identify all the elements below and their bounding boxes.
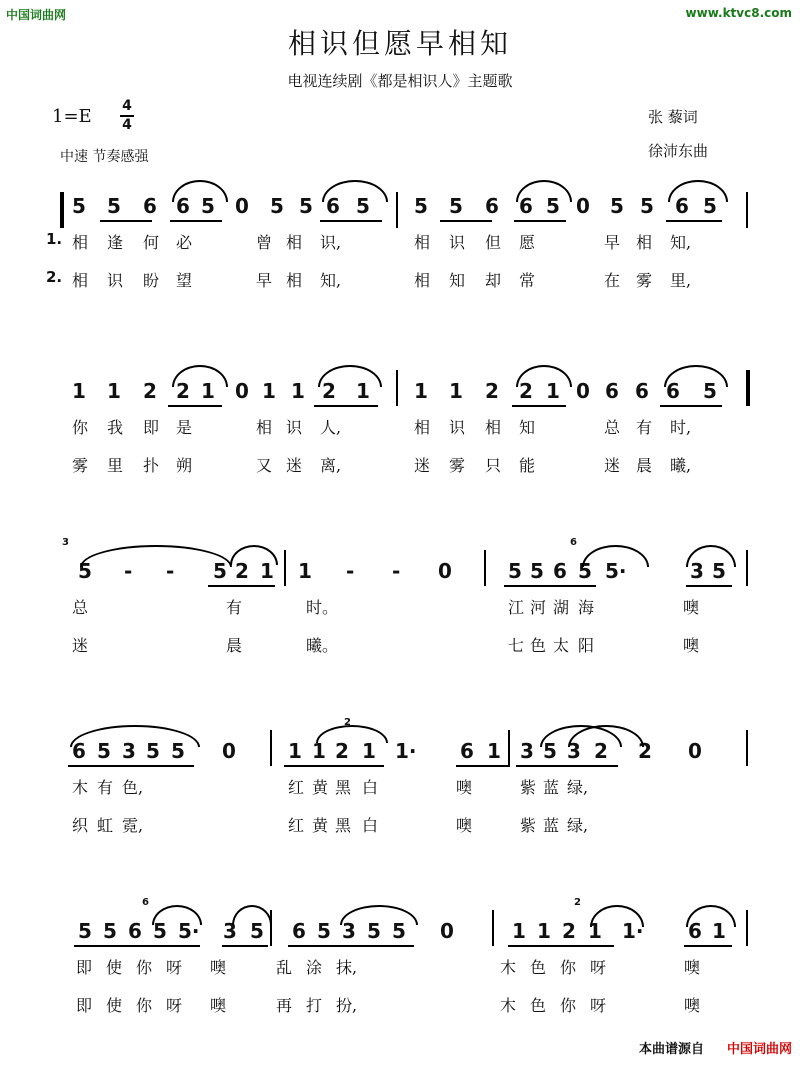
footer-source-label: 本曲谱源自 [638, 1042, 704, 1057]
note: 2 [143, 379, 157, 403]
note: 6 [128, 919, 142, 943]
beam-underline [516, 765, 618, 767]
note: 5 [153, 919, 167, 943]
lyric-verse2: 迷 [286, 456, 303, 475]
note: 1 [288, 739, 302, 763]
lyricist-credit: 张 藜词 [648, 108, 698, 126]
lyric-verse2: 雾 [72, 456, 89, 475]
footer-source-site: 中国词曲网 [726, 1042, 792, 1057]
lyric-verse2: 2. [46, 268, 63, 286]
note: 5 [543, 739, 557, 763]
note: 5· [178, 919, 200, 943]
lyric-verse2: 能 [519, 456, 536, 475]
lyric-verse2: 迷 [414, 456, 431, 475]
lyric-verse2: 呀 [590, 996, 607, 1015]
lyric-verse1: 知, [670, 233, 692, 252]
lyric-verse2: 相 [72, 271, 89, 290]
barline [492, 910, 494, 946]
barline [746, 550, 748, 586]
note: 1 [312, 739, 326, 763]
note: 0 [576, 379, 590, 403]
lyric-verse1: 相 [636, 233, 653, 252]
lyric-verse1: 绿, [567, 778, 589, 797]
lyric-verse1: 我 [107, 418, 124, 437]
lyric-verse1: 相 [256, 418, 273, 437]
lyric-verse2: 红 [288, 816, 305, 835]
note: 5 [107, 194, 121, 218]
beam-underline [100, 220, 152, 222]
time-signature [120, 98, 134, 134]
lyric-verse1: 有 [97, 778, 114, 797]
lyric-verse1: 你 [72, 418, 89, 437]
lyric-verse2: 朔 [176, 456, 193, 475]
lyric-verse2: 色 [530, 996, 547, 1015]
lyric-verse1: 呀 [166, 958, 183, 977]
lyric-verse2: 曦。 [306, 636, 339, 655]
lyric-verse2: 相 [286, 271, 303, 290]
lyric-verse2: 雾 [449, 456, 466, 475]
slur-tie [582, 545, 649, 567]
lyric-verse1: 色 [530, 958, 547, 977]
lyric-verse1: 识 [286, 418, 303, 437]
lyric-verse1: 有 [226, 598, 243, 617]
slur-tie [686, 905, 736, 927]
lyric-verse2: 知 [449, 271, 466, 290]
beam-underline [514, 220, 566, 222]
note: 5 [712, 559, 726, 583]
lyric-verse2: 使 [106, 996, 123, 1015]
lyric-verse2: 太 [553, 636, 570, 655]
lyric-verse2: 知, [320, 271, 342, 290]
note: 1 [537, 919, 551, 943]
note: 5 [103, 919, 117, 943]
note: 6 [460, 739, 474, 763]
note: 6 [666, 379, 680, 403]
note: 5 [610, 194, 624, 218]
slur-tie [590, 905, 644, 927]
lyric-verse1: 相 [72, 233, 89, 252]
lyric-verse2: 望 [176, 271, 193, 290]
note: 2 [519, 379, 533, 403]
note: 6 [553, 559, 567, 583]
lyric-verse1: 总 [72, 598, 89, 617]
note: 3 [223, 919, 237, 943]
lyric-verse2: 绿, [567, 816, 589, 835]
note: 5 [367, 919, 381, 943]
note: 6 [688, 919, 702, 943]
lyric-verse1: 白 [362, 778, 379, 797]
note: 6 [326, 194, 340, 218]
lyric-verse2: 蓝 [543, 816, 560, 835]
lyric-verse1: 何 [143, 233, 160, 252]
lyric-verse1: 噢 [456, 778, 473, 797]
lyric-verse1: 乱 [276, 958, 293, 977]
note: 1 [414, 379, 428, 403]
lyric-verse1: 噢 [683, 598, 700, 617]
note: - [166, 559, 175, 583]
note: 5 [201, 194, 215, 218]
grace-note: 3 [62, 537, 69, 548]
grace-note: 6 [570, 537, 577, 548]
barline [746, 910, 748, 946]
tempo-marking: 中速 节奏感强 [60, 149, 149, 165]
beam-underline [512, 405, 566, 407]
note: 5 [703, 194, 717, 218]
note: 1 [262, 379, 276, 403]
lyric-verse1: 木 [500, 958, 517, 977]
lyric-verse2: 噢 [456, 816, 473, 835]
slur-tie [230, 545, 278, 565]
lyric-verse2: 常 [519, 271, 536, 290]
lyric-verse2: 噢 [684, 996, 701, 1015]
beam-underline [456, 765, 510, 767]
beam-underline [170, 220, 222, 222]
slur-tie [318, 365, 382, 387]
barline [746, 192, 748, 228]
lyric-verse1: 噢 [210, 958, 227, 977]
lyric-verse1: 1. [46, 230, 63, 248]
note: 3 [342, 919, 356, 943]
lyric-verse2: 噢 [683, 636, 700, 655]
note: - [346, 559, 355, 583]
note: 0 [222, 739, 236, 763]
lyric-verse2: 阳 [578, 636, 595, 655]
note: 1 [712, 919, 726, 943]
note: 5 [72, 194, 86, 218]
lyric-verse2: 织 [72, 816, 89, 835]
lyric-verse1: 曾 [256, 233, 273, 252]
note: 0 [438, 559, 452, 583]
note: 5 [78, 919, 92, 943]
note: 5 [146, 739, 160, 763]
lyric-verse2: 迷 [604, 456, 621, 475]
lyric-verse2: 噢 [210, 996, 227, 1015]
lyric-verse2: 在 [604, 271, 621, 290]
note: 5 [171, 739, 185, 763]
barline [746, 730, 748, 766]
note: 2 [235, 559, 249, 583]
composer-credit: 徐沛东曲 [648, 142, 709, 160]
lyric-verse2: 早 [256, 271, 273, 290]
note: 1 [107, 379, 121, 403]
lyric-verse2: 打 [306, 996, 323, 1015]
lyric-verse2: 色 [530, 636, 547, 655]
note: 5 [703, 379, 717, 403]
beam-underline [168, 405, 222, 407]
note: 5 [449, 194, 463, 218]
lyric-verse2: 曦, [670, 456, 692, 475]
lyric-verse1: 抹, [336, 958, 358, 977]
beam-underline [208, 585, 275, 587]
note: 2 [485, 379, 499, 403]
lyric-verse2: 木 [500, 996, 517, 1015]
lyric-verse1: 噢 [684, 958, 701, 977]
barline [746, 370, 750, 406]
note: 1 [356, 379, 370, 403]
lyric-verse1: 木 [72, 778, 89, 797]
lyric-verse1: 识 [449, 418, 466, 437]
note: 1 [487, 739, 501, 763]
beam-underline [222, 945, 268, 947]
lyric-verse2: 迷 [72, 636, 89, 655]
slur-tie [172, 180, 228, 202]
lyric-verse1: 总 [604, 418, 621, 437]
note: 5 [213, 559, 227, 583]
beam-underline [284, 765, 384, 767]
lyric-verse1: 你 [560, 958, 577, 977]
lyric-verse1: 但 [485, 233, 502, 252]
note: 5 [578, 559, 592, 583]
beam-underline [504, 585, 596, 587]
beam-underline [660, 405, 722, 407]
note: 6 [143, 194, 157, 218]
note: 0 [688, 739, 702, 763]
lyric-verse1: 相 [414, 418, 431, 437]
lyric-verse1: 识, [320, 233, 342, 252]
lyric-verse1: 紫 [520, 778, 537, 797]
lyric-verse2: 却 [485, 271, 502, 290]
note: 1 [260, 559, 274, 583]
site-watermark-right: www.ktvc8.com [685, 6, 792, 20]
lyric-verse1: 黄 [312, 778, 329, 797]
note: 5 [640, 194, 654, 218]
song-subtitle: 电视连续剧《都是相识人》主题歌 [287, 72, 513, 90]
note: 2 [322, 379, 336, 403]
note: 6 [675, 194, 689, 218]
slur-tie [80, 545, 232, 567]
note: 0 [235, 379, 249, 403]
lyric-verse2: 晨 [636, 456, 653, 475]
note: - [392, 559, 401, 583]
note: 2 [335, 739, 349, 763]
lyric-verse2: 里, [670, 271, 692, 290]
note: 3 [690, 559, 704, 583]
lyric-verse1: 是 [176, 418, 193, 437]
beam-underline [686, 585, 732, 587]
song-title: 相识但愿早相知 [287, 27, 512, 60]
lyric-verse1: 湖 [553, 598, 570, 617]
lyric-verse1: 相 [286, 233, 303, 252]
note: 1 [512, 919, 526, 943]
beam-underline [68, 765, 194, 767]
note: 3 [122, 739, 136, 763]
barline [508, 730, 510, 766]
note: 5 [508, 559, 522, 583]
barline [396, 370, 398, 406]
slur-tie [516, 365, 572, 387]
lyric-verse2: 黄 [312, 816, 329, 835]
grace-note: 2 [574, 897, 581, 908]
lyric-verse1: 蓝 [543, 778, 560, 797]
beam-underline [74, 945, 200, 947]
beam-underline [314, 405, 378, 407]
note: 1 [72, 379, 86, 403]
barline [60, 192, 64, 228]
slur-tie [70, 725, 200, 747]
note: 1 [362, 739, 376, 763]
note: 1 [201, 379, 215, 403]
note: 1 [588, 919, 602, 943]
lyric-verse2: 里 [107, 456, 124, 475]
note: 3 [520, 739, 534, 763]
lyric-verse2: 呀 [166, 996, 183, 1015]
note: 6 [605, 379, 619, 403]
lyric-verse2: 虹 [97, 816, 114, 835]
lyric-verse1: 红 [288, 778, 305, 797]
lyric-verse2: 晨 [226, 636, 243, 655]
lyric-verse1: 黑 [335, 778, 352, 797]
note: 5 [317, 919, 331, 943]
note: 1 [546, 379, 560, 403]
lyric-verse1: 人, [320, 418, 342, 437]
lyric-verse2: 霓, [122, 816, 144, 835]
note: - [124, 559, 133, 583]
lyric-verse1: 时。 [306, 598, 339, 617]
lyric-verse1: 早 [604, 233, 621, 252]
note: 5 [356, 194, 370, 218]
note: 6 [292, 919, 306, 943]
lyric-verse1: 海 [578, 598, 595, 617]
beam-underline [666, 220, 722, 222]
note: 5· [605, 559, 627, 583]
slur-tie [152, 905, 202, 925]
note: 5 [546, 194, 560, 218]
note: 5 [250, 919, 264, 943]
lyric-verse1: 愿 [519, 233, 536, 252]
beam-underline [320, 220, 382, 222]
note: 2 [638, 739, 652, 763]
lyric-verse2: 扑 [143, 456, 160, 475]
lyric-verse2: 又 [256, 456, 273, 475]
lyric-verse2: 黑 [335, 816, 352, 835]
lyric-verse1: 使 [106, 958, 123, 977]
lyric-verse2: 识 [107, 271, 124, 290]
note: 5 [530, 559, 544, 583]
note: 1· [622, 919, 644, 943]
note: 6 [519, 194, 533, 218]
note: 6 [176, 194, 190, 218]
lyric-verse1: 江 [508, 598, 525, 617]
note: 0 [235, 194, 249, 218]
lyric-verse2: 七 [508, 636, 525, 655]
note: 1 [449, 379, 463, 403]
slur-tie [316, 725, 388, 743]
lyric-verse2: 白 [362, 816, 379, 835]
note: 6 [635, 379, 649, 403]
lyric-verse2: 离, [320, 456, 342, 475]
note: 2 [594, 739, 608, 763]
note: 6 [72, 739, 86, 763]
note: 5 [414, 194, 428, 218]
note: 5 [299, 194, 313, 218]
lyric-verse1: 相 [485, 418, 502, 437]
lyric-verse1: 相 [414, 233, 431, 252]
note: 5 [270, 194, 284, 218]
slur-tie [232, 905, 272, 925]
note: 0 [440, 919, 454, 943]
beam-underline [288, 945, 414, 947]
lyric-verse1: 时, [670, 418, 692, 437]
note: 0 [576, 194, 590, 218]
note: 1· [395, 739, 417, 763]
lyric-verse1: 呀 [590, 958, 607, 977]
note: 5 [392, 919, 406, 943]
lyric-verse1: 你 [136, 958, 153, 977]
note: 3 [567, 739, 581, 763]
lyric-verse2: 即 [76, 996, 93, 1015]
note: 5 [97, 739, 111, 763]
lyric-verse1: 即 [143, 418, 160, 437]
beam-underline [684, 945, 732, 947]
time-signature-top: 4 [122, 98, 132, 114]
barline [484, 550, 486, 586]
beam-underline [440, 220, 492, 222]
slur-tie [664, 365, 728, 387]
barline [284, 550, 286, 586]
slur-tie [686, 545, 736, 567]
lyric-verse1: 必 [176, 233, 193, 252]
beam-underline [508, 945, 614, 947]
lyric-verse2: 盼 [143, 271, 160, 290]
note: 6 [485, 194, 499, 218]
site-watermark-left: 中国词曲网 [6, 8, 67, 22]
lyric-verse1: 知 [519, 418, 536, 437]
note: 5 [78, 559, 92, 583]
barline [270, 910, 272, 946]
slur-tie [668, 180, 728, 202]
note: 1 [291, 379, 305, 403]
lyric-verse1: 色, [122, 778, 144, 797]
time-signature-bottom: 4 [122, 117, 132, 133]
lyric-verse1: 逢 [107, 233, 124, 252]
lyric-verse1: 识 [449, 233, 466, 252]
slur-tie [340, 905, 418, 925]
lyric-verse1: 有 [636, 418, 653, 437]
note: 2 [176, 379, 190, 403]
lyric-verse2: 紫 [520, 816, 537, 835]
lyric-verse2: 扮, [336, 996, 358, 1015]
barline [396, 192, 398, 228]
lyric-verse2: 再 [276, 996, 293, 1015]
lyric-verse2: 雾 [636, 271, 653, 290]
slur-tie [516, 180, 572, 202]
lyric-verse2: 你 [560, 996, 577, 1015]
lyric-verse2: 你 [136, 996, 153, 1015]
note: 1 [298, 559, 312, 583]
grace-note: 2 [344, 717, 351, 728]
barline [270, 730, 272, 766]
key-signature: 1=E [52, 106, 92, 127]
lyric-verse1: 即 [76, 958, 93, 977]
lyric-verse1: 河 [530, 598, 547, 617]
lyric-verse2: 只 [485, 456, 502, 475]
slur-tie [322, 180, 388, 202]
grace-note: 6 [142, 897, 149, 908]
slur-tie [172, 365, 228, 387]
lyric-verse1: 涂 [306, 958, 323, 977]
lyric-verse2: 相 [414, 271, 431, 290]
note: 2 [562, 919, 576, 943]
